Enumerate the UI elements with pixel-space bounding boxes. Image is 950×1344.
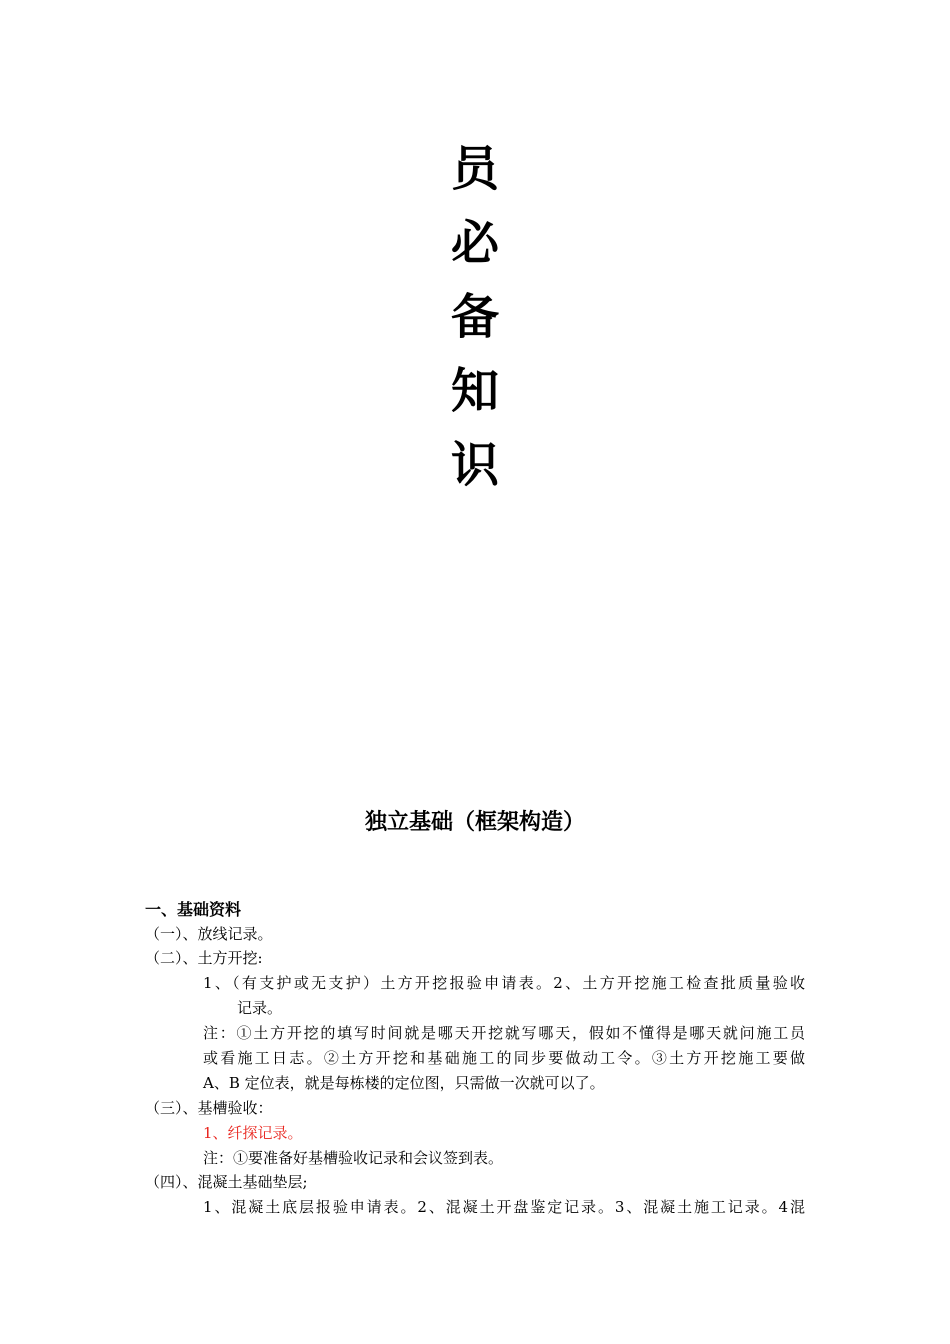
- cover-title-char: 备: [450, 289, 499, 345]
- excavation-note: 注：①土方开挖的填写时间就是哪天开挖就写哪天，假如不懂得是哪天就问施工员: [203, 1024, 805, 1042]
- subheading-trench-acceptance: （三）、基槽验收：: [145, 1099, 273, 1117]
- cover-title-char: 识: [450, 437, 499, 493]
- section-title: 独立基础（框架构造）: [364, 810, 585, 835]
- excavation-note-cont: A、B 定位表，就是每栋楼的定位图，只需做一次就可以了。: [203, 1074, 605, 1092]
- subheading-concrete-cushion: （四）、混凝土基础垫层;: [145, 1173, 308, 1191]
- trench-note: 注：①要准备好基槽验收记录和会议签到表。: [203, 1149, 504, 1167]
- concrete-item-1: 1、混凝土底层报验申请表。2、混凝土开盘鉴定记录。3、混凝土施工记录。4混: [203, 1198, 805, 1216]
- subheading-excavation: （二）、土方开挖:: [145, 949, 263, 967]
- heading-basic-materials: 一、基础资料: [145, 900, 242, 919]
- trench-item-1: 1、纤探记录。: [203, 1124, 303, 1142]
- cover-title-char: 知: [450, 363, 499, 419]
- subheading-layout-record: （一）、放线记录。: [145, 925, 273, 943]
- excavation-item-1: 1、（有支护或无支护）土方开挖报验申请表。2、土方开挖施工检查批质量验收: [203, 974, 805, 992]
- excavation-item-1-cont: 记录。: [237, 999, 283, 1017]
- excavation-note-cont: 或看施工日志。②土方开挖和基础施工的同步要做动工令。③土方开挖施工要做: [203, 1049, 805, 1067]
- cover-title-char: 必: [450, 215, 499, 271]
- cover-vertical-title: [0, 132, 950, 502]
- cover-title-char: 员: [450, 141, 499, 197]
